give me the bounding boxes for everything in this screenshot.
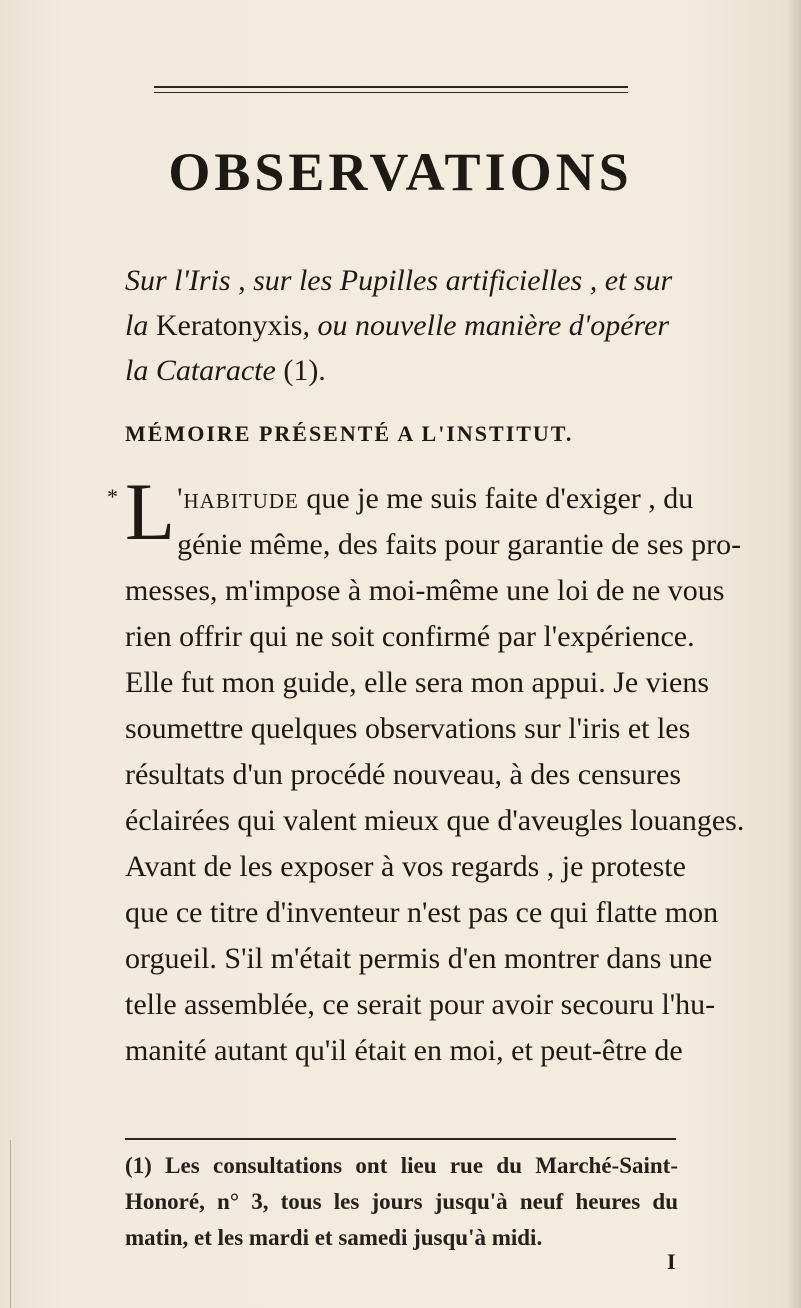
- body-text: [125, 466, 745, 1074]
- body-line: Elle fut mon guide, elle sera mon appui. Je viens: [125, 666, 710, 699]
- footnote: [125, 1148, 678, 1256]
- memoire-heading: MÉMOIRE PRÉSENTÉ A L'INSTITUT.: [125, 421, 574, 446]
- body-line: orgueil. S'il m'était permis d'en montrer dans une: [125, 942, 713, 975]
- footnote-line: (1) Les consultations ont lieu rue du Marché-Saint-: [125, 1153, 678, 1178]
- subtitle-keratonyxis: Keratonyxis: [155, 309, 303, 342]
- body-line: que ce titre d'inventeur n'est pas ce qui flatte mon: [125, 896, 719, 929]
- body-line: résultats d'un procédé nouveau, à des censures: [125, 758, 682, 791]
- signature-mark: I: [667, 1249, 676, 1274]
- page-edge-left: [0, 1140, 11, 1308]
- header-rule-thin: [154, 92, 628, 93]
- subtitle-line-2: [125, 303, 745, 348]
- body-line: génie même, des faits pour garantie de ses pro-: [177, 528, 742, 561]
- footnote-line: matin, et les mardi et samedi jusqu'à midi.: [125, 1225, 543, 1250]
- footnote-line: Honoré, n° 3, tous les jours jusqu'à neuf heures du: [125, 1189, 678, 1214]
- body-line: messes, m'impose à moi-même une loi de ne vous: [125, 574, 725, 607]
- body-line: Avant de les exposer à vos regards , je proteste: [125, 850, 686, 883]
- first-word: 'habitude: [177, 482, 299, 515]
- body-line-first: [125, 476, 694, 522]
- subtitle-note-ref: (1).: [275, 354, 326, 387]
- header-rule: [154, 86, 628, 88]
- body-line: manité autant qu'il était en moi, et peut-être de: [125, 1034, 683, 1067]
- subtitle-line-3: [125, 348, 745, 393]
- body-line: telle assemblée, ce serait pour avoir secouru l'hu-: [125, 988, 716, 1021]
- subtitle-cataracte: la Cataracte: [125, 354, 276, 387]
- footnote-rule: [125, 1138, 676, 1140]
- body-line: éclairées qui valent mieux que d'aveugles louanges.: [125, 804, 745, 837]
- body-line: rien offrir qui ne soit confirmé par l'expérience.: [125, 620, 695, 653]
- page-title: OBSERVATIONS: [168, 142, 633, 202]
- subtitle-nouvelle: , ou nouvelle manière d'opérer: [302, 309, 670, 342]
- first-line-rest: que je me suis faite d'exiger , du: [298, 482, 694, 515]
- drop-cap: L: [125, 466, 176, 557]
- asterisk-mark: *: [107, 484, 118, 509]
- subtitle-la: la: [125, 309, 156, 342]
- subtitle: [125, 258, 745, 393]
- body-line: soumettre quelques observations sur l'iris et les: [125, 712, 691, 745]
- subtitle-line-1: Sur l'Iris , sur les Pupilles artificielles , et sur: [125, 264, 673, 297]
